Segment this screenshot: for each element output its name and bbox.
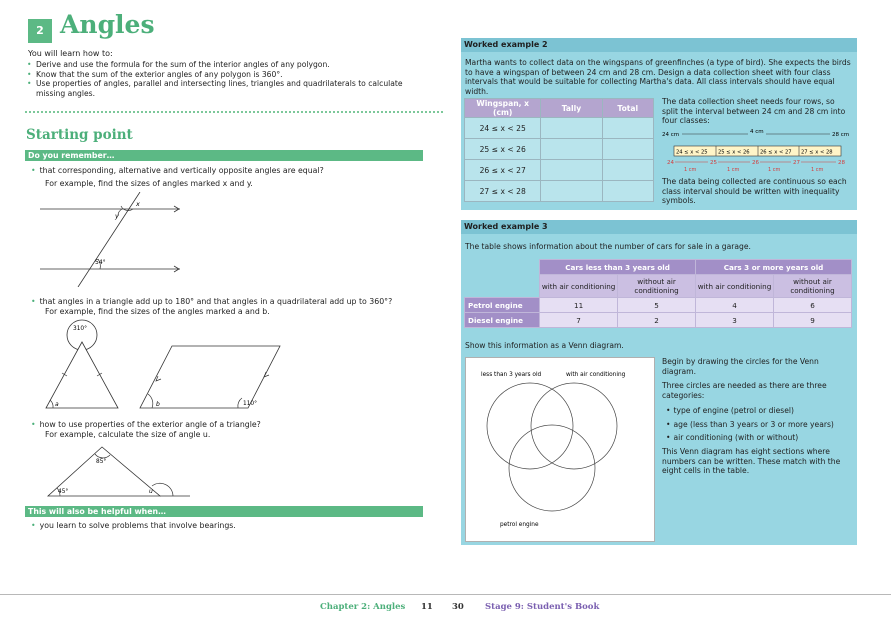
example-2: For example, find the sizes of the angles marked a and b. [45, 307, 270, 316]
svg-text:1 cm: 1 cm [727, 167, 740, 173]
svg-text:28: 28 [838, 160, 845, 166]
table-row: 24 ≤ x < 25 [465, 118, 654, 139]
group-3-plus: Cars 3 or more years old [696, 260, 852, 275]
label-y: y [115, 212, 119, 220]
label-310: 310° [73, 326, 87, 332]
dotted-divider [25, 111, 443, 113]
example-1: For example, find the sizes of angles marked x and y. [45, 179, 253, 188]
svg-text:24 cm: 24 cm [662, 132, 680, 138]
triangle-quadrilateral-figure [40, 318, 290, 413]
worked-example-2-explain-2: The data being collected are continuous so each class interval should be written with inequality symbols. [662, 177, 847, 206]
remember-bullet-2: • that angles in a triangle add up to 180° and that angles in a quadrilateral add up to 360°? [31, 297, 393, 306]
col-total: Total [602, 99, 653, 118]
worked-example-3-text: The table shows information about the number of cars for sale in a garage. [465, 242, 751, 251]
exterior-angle-figure [40, 441, 195, 501]
table-row: Diesel engine 7 2 3 9 [465, 313, 852, 328]
label-85: 85° [96, 459, 107, 465]
remember-bullet-3: • how to use properties of the exterior angle of a triangle? [31, 420, 261, 429]
table-row: 25 ≤ x < 26 [465, 139, 654, 160]
venn-label-age: less than 3 years old [481, 372, 542, 378]
svg-text:26 ≤ x < 27: 26 ≤ x < 27 [760, 149, 792, 156]
svg-text:24 ≤ x < 25: 24 ≤ x < 25 [676, 149, 708, 156]
svg-text:1 cm: 1 cm [768, 167, 781, 173]
learning-objectives [26, 60, 426, 98]
label-a: a [55, 401, 59, 408]
category-item: • air conditioning (with or without) [666, 433, 799, 442]
col-wingspan: Wingspan, x (cm) [465, 99, 541, 118]
svg-text:1 cm: 1 cm [684, 167, 697, 173]
venn-label-aircon: with air conditioning [566, 372, 626, 378]
group-under-3: Cars less than 3 years old [540, 260, 696, 275]
objective-item: • Know that the sum of the exterior angles of any polygon is 360°. [26, 70, 426, 80]
learn-intro: You will learn how to: [28, 49, 113, 58]
chapter-number-badge: 2 [28, 19, 52, 43]
worked-example-2-title: Worked example 2 [461, 38, 857, 52]
label-45: 45° [58, 489, 69, 495]
footer-page-right: 30 [452, 602, 464, 612]
starting-point-heading: Starting point [26, 127, 133, 143]
helpful-bullet: • you learn to solve problems that involve bearings. [31, 521, 236, 530]
footer-rule [0, 594, 891, 595]
venn-panel [465, 357, 655, 542]
svg-text:4 cm: 4 cm [750, 129, 764, 135]
example-3: For example, calculate the size of angle u. [45, 430, 211, 439]
svg-text:28 cm: 28 cm [832, 132, 850, 138]
label-b: b [156, 401, 160, 408]
parallel-lines-figure [40, 192, 185, 287]
worked-example-3-explain-1: Begin by drawing the circles for the Venn diagram. [662, 357, 819, 376]
label-x: x [136, 200, 140, 208]
svg-text:27 ≤ x < 28: 27 ≤ x < 28 [801, 149, 833, 156]
venn-diagram [466, 358, 654, 541]
objective-item: • Derive and use the formula for the sum of the interior angles of any polygon. [26, 60, 426, 70]
svg-text:25 ≤ x < 26: 25 ≤ x < 26 [718, 149, 750, 156]
venn-label-petrol: petrol engine [500, 522, 539, 528]
footer-book: Stage 9: Student's Book [485, 602, 600, 612]
objective-item: • Use properties of angles, parallel and intersecting lines, triangles and quadrilaterals to calculate missing angles. [26, 79, 426, 98]
interval-number-line [660, 125, 855, 175]
label-54: 54° [95, 259, 106, 266]
category-item: • age (less than 3 years or 3 or more years) [666, 420, 834, 429]
label-u: u [149, 488, 153, 495]
category-item: • type of engine (petrol or diesel) [666, 406, 794, 415]
cars-table: Cars less than 3 years old Cars 3 or more years old with air conditioning without air conditioning with air conditioning without air conditioning Petrol engine 11 5 4 6 Diesel engine 7 2 3 9 [464, 259, 852, 328]
svg-text:1 cm: 1 cm [811, 167, 824, 173]
worked-example-2-text: Martha wants to collect data on the wingspans of greenfinches (a type of bird). She expects the birds to have a wingspan of between 24 cm and 28 cm. Design a data collection sheet with four class intervals that would be suitable for collecting Martha's data. All class intervals should have equal width. [465, 58, 851, 96]
worked-example-3-task: Show this information as a Venn diagram. [465, 341, 624, 350]
remember-bullet-1: • that corresponding, alternative and vertically opposite angles are equal? [31, 166, 324, 175]
col-tally: Tally [541, 99, 602, 118]
do-you-remember-bar: Do you remember… [25, 150, 423, 161]
label-110: 110° [243, 401, 257, 407]
svg-text:24: 24 [667, 160, 674, 166]
worked-example-3-explain-3: This Venn diagram has eight sections where numbers can be written. These match with the eight cells in the table. [662, 447, 841, 476]
svg-text:26: 26 [752, 160, 759, 166]
table-row: Petrol engine 11 5 4 6 [465, 298, 852, 313]
footer-chapter: Chapter 2: Angles [320, 602, 406, 612]
table-row: 27 ≤ x < 28 [465, 181, 654, 202]
worked-example-3-explain-2: Three circles are needed as there are three categories: [662, 381, 827, 400]
table-row: 26 ≤ x < 27 [465, 160, 654, 181]
footer-page-left: 11 [421, 602, 433, 612]
also-helpful-bar: This will also be helpful when… [25, 506, 423, 517]
data-collection-table [464, 98, 654, 202]
worked-example-3-title: Worked example 3 [461, 220, 857, 234]
svg-text:27: 27 [793, 160, 800, 166]
chapter-title: Angles [60, 10, 155, 39]
svg-text:25: 25 [710, 160, 717, 166]
worked-example-2-explain-1: The data collection sheet needs four rows, so split the interval between 24 cm and 28 cm into four classes: [662, 97, 846, 126]
